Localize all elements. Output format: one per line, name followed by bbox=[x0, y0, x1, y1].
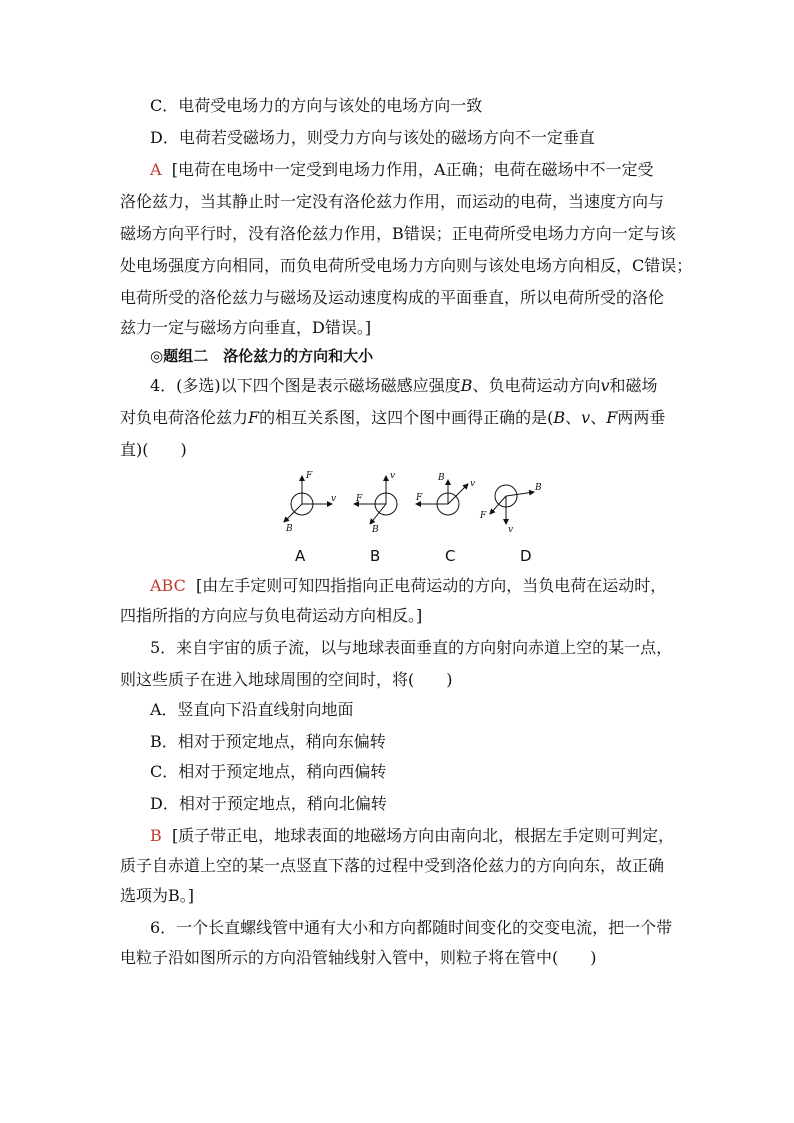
diagram-b bbox=[354, 471, 397, 535]
q4-sym-b-2: B bbox=[553, 408, 566, 427]
diagram-a bbox=[284, 471, 336, 534]
q5-stem-line-1: 5．来自宇宙的质子流，以与地球表面垂直的方向射向赤道上空的某一点， bbox=[150, 638, 673, 657]
q4-stem-line-2 bbox=[120, 408, 665, 428]
diagram-d-v: v bbox=[508, 525, 514, 535]
q5-option-a: A．竖直向下沿直线射向地面 bbox=[150, 700, 354, 719]
group-heading: ◎题组二 洛伦兹力的方向和大小 bbox=[150, 347, 374, 365]
diagram-b-v: v bbox=[390, 471, 396, 481]
q4-stem-1b: 、负电荷运动方向 bbox=[472, 376, 601, 395]
q4-sym-v-2: v bbox=[581, 408, 591, 427]
q3-explanation-line-4: 处电场强度方向相同，而负电荷所受电场力方向则与该处电场方向相反，C错误； bbox=[120, 256, 693, 275]
q4-stem-2d: 、 bbox=[590, 408, 607, 427]
q4-sym-f-2: F bbox=[606, 408, 618, 427]
q4-stem-2e: 两两垂 bbox=[617, 408, 666, 427]
q3-explanation-line-1 bbox=[150, 160, 654, 180]
q4-figure-svg bbox=[270, 466, 550, 536]
q4-stem-line-3: 直)( ) bbox=[120, 440, 187, 459]
q4-exp-text-1: [由左手定则可知四指指向正电荷运动的方向，当负电荷在运动时， bbox=[196, 576, 667, 595]
diagram-d-f: F bbox=[480, 511, 487, 521]
q4-stem-1c: 和磁场 bbox=[609, 376, 658, 395]
q5-stem-line-2: 则这些质子在进入地球周围的空间时，将( ) bbox=[120, 670, 453, 689]
diagram-c-f: F bbox=[416, 493, 423, 503]
q3-answer: A bbox=[150, 160, 162, 179]
q3-explanation-line-3: 磁场方向平行时，没有洛伦兹力作用，B错误；正电荷所受电场力方向一定与该 bbox=[120, 224, 676, 243]
q4-stem-2b: 的相互关系图，这四个图中画得正确的是( bbox=[259, 408, 554, 427]
q4-answer: ABC bbox=[150, 576, 186, 595]
q3-option-d: D．电荷若受磁场力，则受力方向与该处的磁场方向不一定垂直 bbox=[150, 128, 595, 147]
figure-label-c: C bbox=[445, 547, 456, 565]
figure-label-b: B bbox=[370, 547, 381, 565]
diagram-c-b: B bbox=[438, 473, 445, 483]
q4-stem-line-1 bbox=[150, 376, 658, 396]
q4-sym-v: v bbox=[600, 376, 610, 395]
q4-explanation-line-1 bbox=[150, 576, 666, 596]
q3-explanation-line-2: 洛伦兹力，当其静止时一定没有洛伦兹力作用，而运动的电荷，当速度方向与 bbox=[120, 192, 665, 211]
figure-label-d: D bbox=[520, 547, 532, 565]
q5-explanation-line-1 bbox=[150, 826, 674, 846]
diagram-a-v: v bbox=[331, 494, 337, 504]
q3-explanation-line-5: 电荷所受的洛伦兹力与磁场及运动速度构成的平面垂直，所以电荷所受的洛伦 bbox=[120, 288, 665, 307]
q6-stem-line-2: 电粒子沿如图所示的方向沿管轴线射入管中，则粒子将在管中( ) bbox=[120, 948, 597, 967]
q5-option-b: B．相对于预定地点，稍向东偏转 bbox=[150, 732, 386, 751]
q5-option-c: C．相对于预定地点，稍向西偏转 bbox=[150, 762, 387, 781]
diagram-a-b: B bbox=[286, 524, 293, 534]
q6-stem-line-1: 6．一个长直螺线管中通有大小和方向都随时间变化的交变电流，把一个带 bbox=[150, 918, 673, 937]
q5-exp-text-1: [质子带正电，地球表面的地磁场方向由南向北，根据左手定则可判定， bbox=[171, 826, 675, 845]
q3-exp-text-1: [电荷在电场中一定受到电场力作用，A正确；电荷在磁场中不一定受 bbox=[171, 160, 654, 179]
q3-explanation-line-6: 兹力一定与磁场方向垂直，D错误。] bbox=[120, 318, 372, 337]
diagram-d bbox=[479, 483, 542, 535]
q4-stem-2a: 对负电荷洛伦兹力 bbox=[120, 408, 249, 427]
q4-explanation-line-2: 四指所指的方向应与负电荷运动方向相反。] bbox=[120, 606, 423, 625]
q4-sym-b: B bbox=[460, 376, 473, 395]
q5-option-d: D．相对于预定地点，稍向北偏转 bbox=[150, 794, 387, 813]
diagram-c-v: v bbox=[470, 479, 476, 489]
diagram-b-b: B bbox=[372, 525, 379, 535]
diagram-b-f: F bbox=[356, 494, 363, 504]
q3-option-c: C．电荷受电场力的方向与该处的电场方向一致 bbox=[150, 96, 483, 115]
q4-sym-f: F bbox=[248, 408, 260, 427]
q4-stem-1a: 4．(多选)以下四个图是表示磁场磁感应强度 bbox=[150, 376, 461, 395]
q5-explanation-line-2: 质子自赤道上空的某一点竖直下落的过程中受到洛伦兹力的方向向东，故正确 bbox=[120, 856, 665, 875]
diagram-a-f: F bbox=[306, 471, 313, 481]
diagram-d-b: B bbox=[535, 483, 542, 493]
q5-explanation-line-3: 选项为B。] bbox=[120, 886, 195, 905]
q4-stem-2c: 、 bbox=[565, 408, 582, 427]
q5-answer: B bbox=[150, 826, 162, 845]
q4-figure bbox=[270, 466, 550, 536]
diagram-c bbox=[415, 473, 475, 515]
figure-label-a: A bbox=[295, 547, 306, 565]
